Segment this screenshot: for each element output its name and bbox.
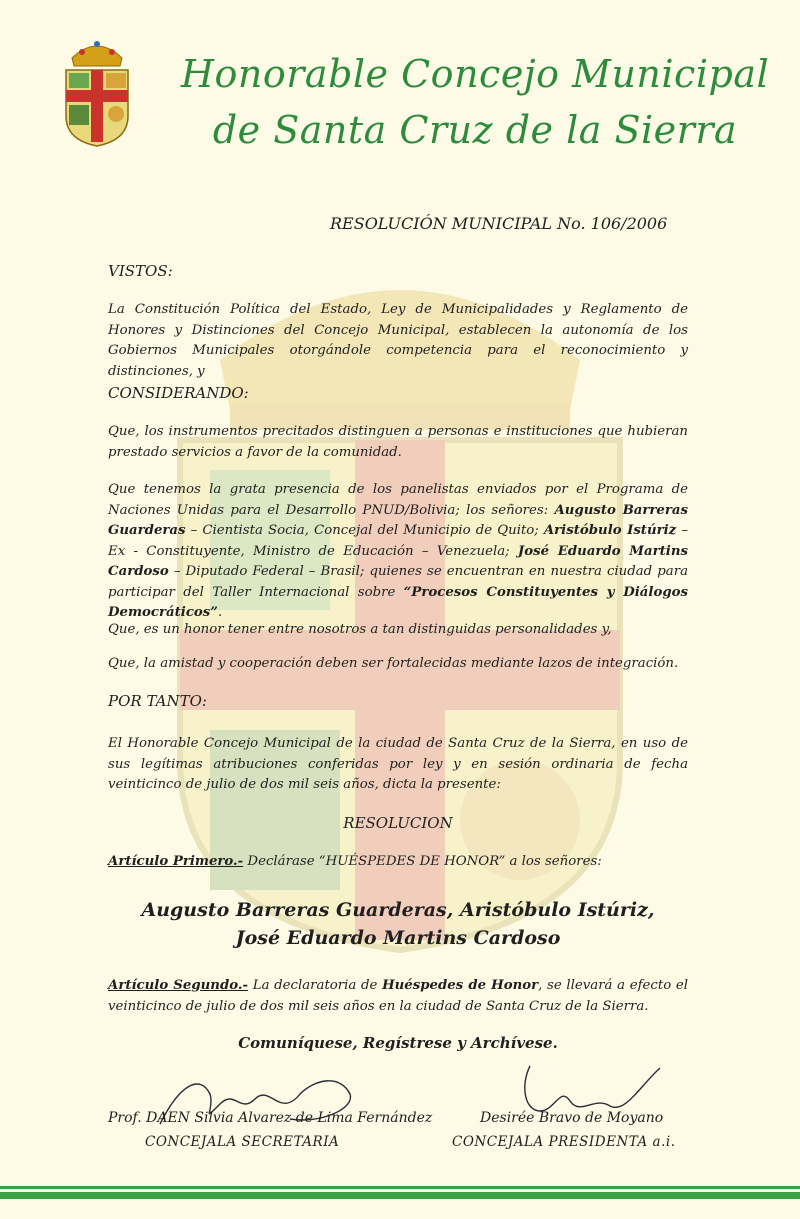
considerando-paragraph-4: Que, la amistad y cooperación deben ser fortalecidas mediante lazos de integración. xyxy=(108,656,679,671)
honoree-name-3: José Eduardo Martins Cardoso xyxy=(108,543,688,579)
honoree-name-1: Augusto Barreras Guarderas xyxy=(108,502,689,538)
resolucion-title: RESOLUCION xyxy=(343,814,453,832)
council-heading xyxy=(175,46,775,158)
municipal-crest-logo xyxy=(60,30,134,148)
paragraph-2-text-e: . xyxy=(217,605,223,620)
por-tanto-title: POR TANTO: xyxy=(108,692,207,710)
signatory-1-name: Prof. DAEN Silvia Alvarez de Lima Fernández xyxy=(108,1110,433,1126)
paragraph-2-text-a: Que tenemos la grata presencia de los panelistas enviados por el Programa de Naciones Unidas para el Desarrollo PNUD/Bolivia; los señores: xyxy=(108,482,688,518)
signatory-2-title: CONCEJALA PRESIDENTA a.i. xyxy=(452,1134,676,1150)
articulo-segundo-text-c: , se llevará a efecto el veinticinco de julio de dos mil seis años en la ciudad de Santa Cruz de la Sierra. xyxy=(108,978,689,1014)
honoree-name-2: Aristóbulo Istúriz xyxy=(543,523,677,538)
considerando-paragraph-3: Que, es un honor tener entre nosotros a tan distinguidas personalidades y, xyxy=(108,622,612,637)
paragraph-2-text-c: – Ex - Constituyente, Ministro de Educación – Venezuela; xyxy=(108,523,688,559)
event-name: “Procesos Constituyentes y Diálogos Democráticos” xyxy=(108,584,688,620)
articulo-primero-honor: “HUÉSPEDES DE HONOR” xyxy=(318,854,506,869)
honorees-list xyxy=(108,896,688,952)
closing-formula: Comuníquese, Regístrese y Archívese. xyxy=(238,1034,558,1052)
articulo-segundo xyxy=(108,976,688,1017)
heading-line-2: de Santa Cruz de la Sierra xyxy=(212,108,738,152)
articulo-segundo-text-a: La declaratoria de xyxy=(248,978,383,993)
articulo-segundo-label: Artículo Segundo.- xyxy=(108,978,249,993)
honorees-line-2: José Eduardo Martins Cardoso xyxy=(235,927,561,949)
articulo-segundo-honor: Huéspedes de Honor xyxy=(382,978,539,993)
articulo-primero-label: Artículo Primero.- xyxy=(108,854,244,869)
vistos-title: VISTOS: xyxy=(108,262,173,280)
heading-line-1: Honorable Concejo Municipal xyxy=(180,52,770,96)
footer-line-bottom xyxy=(0,1192,800,1199)
considerando-paragraph-1: Que, los instrumentos precitados distinguen a personas e instituciones que hubieran prestado servicios a favor de la comunidad. xyxy=(108,424,688,460)
articulo-primero-text-c: a los señores: xyxy=(505,854,602,869)
articulo-primero xyxy=(108,852,688,873)
resolution-number: RESOLUCIÓN MUNICIPAL No. 106/2006 xyxy=(330,214,668,233)
articulo-primero-text-a: Declárase xyxy=(243,854,319,869)
footer-line-top xyxy=(0,1186,800,1189)
paragraph-2-text-b: – Cientista Socia, Concejal del Municipio de Quito; xyxy=(185,523,544,538)
paragraph-2-text-d: – Diputado Federal – Brasil; quienes se encuentran en nuestra ciudad para participar del Taller Internacional sobre xyxy=(108,564,688,600)
por-tanto-text: El Honorable Concejo Municipal de la ciudad de Santa Cruz de la Sierra, en uso de sus legítimas atribuciones conferidas por ley y en sesión ordinaria de fecha veinticinco de julio de dos mil seis años, dicta la presente: xyxy=(108,736,688,792)
vistos-text: La Constitución Política del Estado, Ley de Municipalidades y Reglamento de Honores y Distinciones del Concejo Municipal, establecen la autonomía de los Gobiernos Municipales otorgándole competencia para el reconocimiento y distinciones, y xyxy=(108,302,688,379)
signatory-2-name: Desirée Bravo de Moyano xyxy=(480,1110,664,1126)
signature-secretaria xyxy=(140,1064,360,1144)
honorees-line-1: Augusto Barreras Guarderas, Aristóbulo Istúriz, xyxy=(141,899,655,921)
considerando-title: CONSIDERANDO: xyxy=(108,384,249,402)
considerando-paragraph-2 xyxy=(108,480,688,624)
signatory-1-title: CONCEJALA SECRETARIA xyxy=(145,1134,340,1150)
